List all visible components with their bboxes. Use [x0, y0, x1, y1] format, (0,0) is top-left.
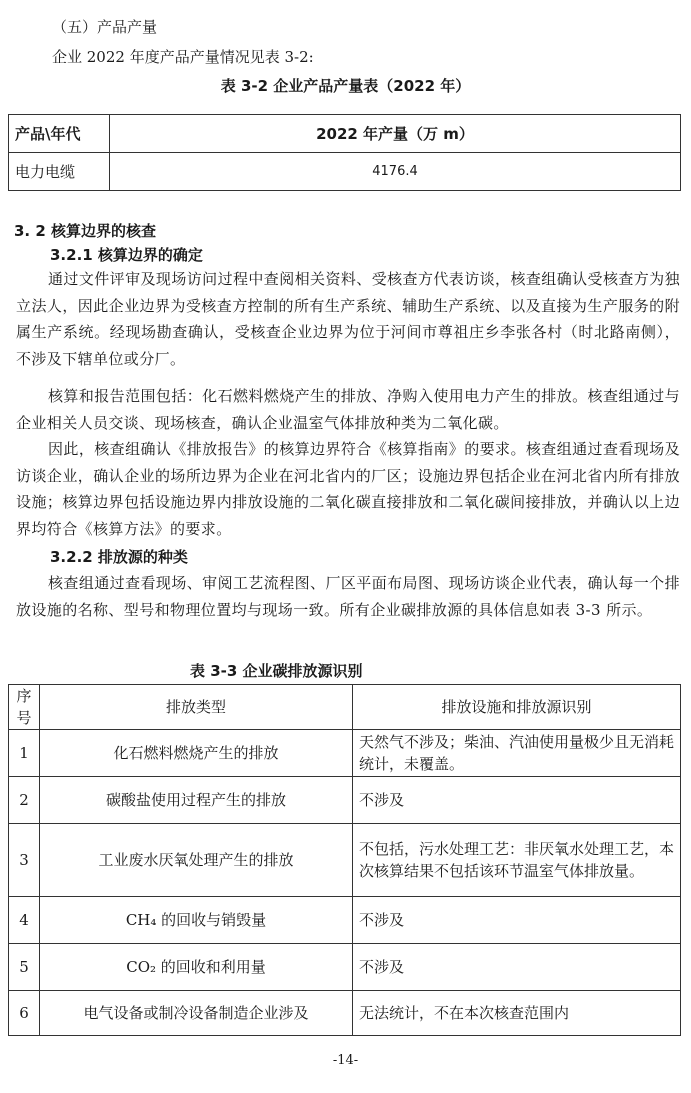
table-header-cell: 2022 年产量（万 m）: [110, 115, 681, 153]
table-cell: 化石燃料燃烧产生的排放: [40, 730, 353, 777]
table-3-2-title: 表 3-2 企业产品产量表（2022 年）: [220, 77, 471, 95]
table-cell: 4: [9, 897, 40, 944]
table-cell: 1: [9, 730, 40, 777]
table-cell: 工业废水厌氧处理产生的排放: [40, 824, 353, 897]
table-row: [9, 991, 681, 1036]
table-header-cell: 产品\年代: [9, 115, 110, 153]
paragraph-sources: 核查组通过查看现场、审阅工艺流程图、厂区平面布局图、现场访谈企业代表，确认每一个排放设施的名称、型号和物理位置均与现场一致。所有企业碳排放源的具体信息如表 3-3 所示。: [16, 574, 680, 619]
table-header-cell: 排放类型: [40, 685, 353, 730]
table-cell: 不涉及: [353, 944, 681, 991]
table-cell: 不涉及: [353, 897, 681, 944]
table-cell: CO₂ 的回收和利用量: [40, 944, 353, 991]
table-row: [9, 777, 681, 824]
table-cell: 5: [9, 944, 40, 991]
table-3-3-title: 表 3-3 企业碳排放源识别: [190, 662, 363, 680]
table-row: [9, 897, 681, 944]
table-cell: 不涉及: [353, 777, 681, 824]
paragraph-conclusion: 因此，核查组确认《排放报告》的核算边界符合《核算指南》的要求。核查组通过查看现场及访谈企业，确认企业的场所边界为企业在河北省内的厂区；设施边界包括企业在河北省内所有排放设施；核算边界包括设施边界内排放设施的二氧化碳直接排放和二氧化碳间接排放，并确认以上边界均符合《核算方法》的要求。: [16, 440, 680, 538]
table-cell: 天然气不涉及；柴油、汽油使用量极少且无消耗统计，未覆盖。: [353, 730, 681, 777]
table-cell: 4176.4: [110, 153, 681, 191]
paragraph-boundary: 通过文件评审及现场访问过程中查阅相关资料、受核查方代表访谈，核查组确认受核查方为独立法人，因此企业边界为受核查方控制的所有生产系统、辅助生产系统、以及直接为生产服务的附属生产系统。经现场勘查确认，受核查企业边界为位于河间市尊祖庄乡李张各村（时北路南侧），不涉及下辖单位或分厂。: [16, 270, 680, 368]
table-cell: 碳酸盐使用过程产生的排放: [40, 777, 353, 824]
table-header-row: [9, 115, 681, 153]
heading-3-2-2: 3.2.2 排放源的种类: [50, 548, 188, 566]
table-cell: 6: [9, 991, 40, 1036]
table-cell: 3: [9, 824, 40, 897]
table-header-row: [9, 685, 681, 730]
product-output-table: [8, 114, 681, 191]
table-cell: 不包括，污水处理工艺：非厌氧水处理工艺，本次核算结果不包括该环节温室气体排放量。: [353, 824, 681, 897]
table-cell: 电力电缆: [9, 153, 110, 191]
intro-line: 企业 2022 年度产品产量情况见表 3-2:: [52, 48, 314, 66]
table-row: [9, 153, 681, 191]
heading-3-2-1: 3.2.1 核算边界的确定: [50, 246, 203, 264]
heading-3-2: 3. 2 核算边界的核查: [14, 222, 157, 240]
table-row: [9, 824, 681, 897]
table-cell: 2: [9, 777, 40, 824]
paragraph-scope: 核算和报告范围包括：化石燃料燃烧产生的排放、净购入使用电力产生的排放。核查组通过与企业相关人员交谈、现场核查，确认企业温室气体排放种类为二氧化碳。: [16, 387, 680, 432]
table-cell: 电气设备或制冷设备制造企业涉及: [40, 991, 353, 1036]
table-row: [9, 944, 681, 991]
table-row: [9, 730, 681, 777]
page-number: -14-: [332, 1053, 359, 1068]
emission-source-table: [8, 684, 681, 1036]
section-heading: （五）产品产量: [52, 18, 158, 36]
table-header-cell: 序号: [9, 685, 40, 730]
table-header-cell: 排放设施和排放源识别: [353, 685, 681, 730]
table-cell: 无法统计，不在本次核查范围内: [353, 991, 681, 1036]
table-cell: CH₄ 的回收与销毁量: [40, 897, 353, 944]
